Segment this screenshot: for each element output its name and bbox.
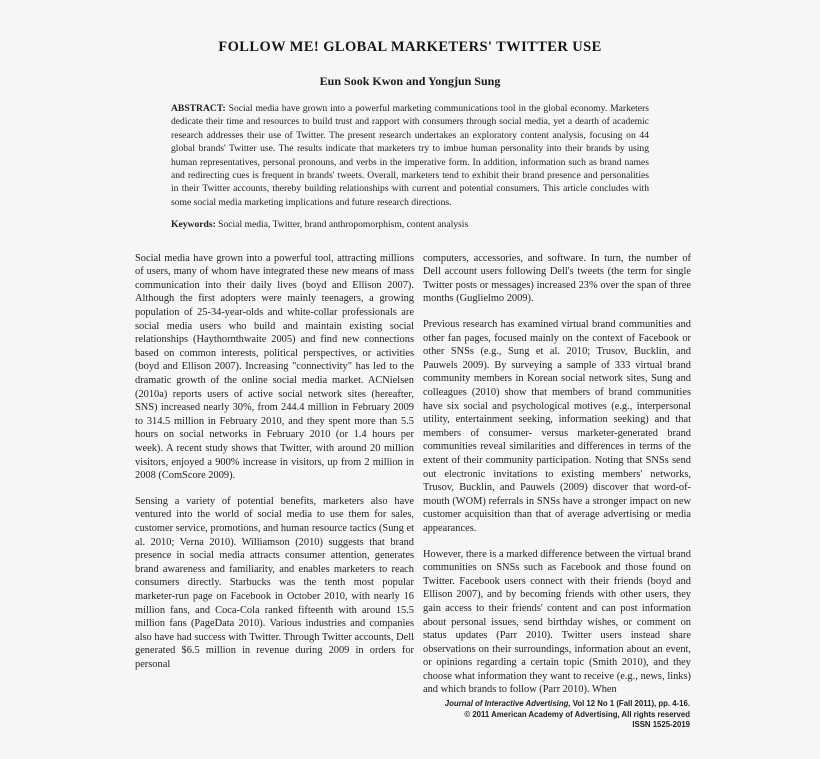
body-paragraph: Social media have grown into a powerful tool, attracting millions of users, many of whom have integrated these new means of mass communication into their daily lives (boyd and Ellison 2007). Although the first adopters were mainly teenagers, a growing population of 25-34-year-olds and white-collar professionals are social media users who build and maintain existing social relationships (Haythornthwaite 2005) and find new connections based on common interests, political perspectives, or activities (boyd and Ellison 2007). Increasing "connectivity" has led to the dramatic growth of the online social media market. ACNielsen (2010a) reports users of active social network sites (hereafter, SNS) increased nearly 30%, from 244.4 million in February 2009 to 314.5 million in February 2010, and they spent more than 5.5 hours on social networks in February 2010 (or 1.4 hours per week). A recent study shows that Twitter, with around 20 million visitors, enjoyed a 900% increase in visitors, up from 2 million in 2008 (ComScore 2009). <box>135 252 414 482</box>
journal-citation <box>445 699 690 710</box>
keywords-section <box>171 218 649 231</box>
keywords-label: Keywords: <box>171 219 216 231</box>
body-paragraph: computers, accessories, and software. In turn, the number of Dell account users following Dell's tweets (the term for single Twitter posts or messages) increased 23% over the span of three months (Guglielmo 2009). <box>423 252 691 305</box>
right-column <box>423 252 691 697</box>
keywords-text: Social media, Twitter, brand anthropomorphism, content analysis <box>215 219 469 231</box>
abstract-label: ABSTRACT: <box>171 103 226 114</box>
body-paragraph: Previous research has examined virtual brand communities and other fan pages, focused mainly on the context of Facebook or other SNSs (e.g., Sung et al. 2010; Trusov, Bucklin, and Pauwels 2009). By surveying a sample of 333 virtual brand community members in Korean social network sites, Sung and colleagues (2010) show that members of brand communities have six social and psychological motives (e.g., interpersonal utility, entertainment seeking, information seeking) and that members of consumer- versus marketer-generated brand communities reveal similarities and differences in terms of the extent of their community participation. Noting that SNSs send out electronic invitations to existing members' networks, Trusov, Bucklin, and Pauwels (2009) discover that word-of-mouth (WOM) referrals in SNSs have a stronger impact on new customer acquisition than that of average advertising or media appearances. <box>423 319 691 534</box>
abstract-section <box>171 102 649 209</box>
body-paragraph: Sensing a variety of potential benefits, marketers also have ventured into the world of social media to use them for sales, customer service, promotions, and human resource tactics (Sung et al. 2010; Verna 2010). Williamson (2010) suggests that brand presence in social media attracts consumer attention, generates brand awareness and familiarity, and enables marketers to reach consumers directly. Starbucks was the tenth most popular marketer-run page on Facebook in October 2010, with nearly 16 million fans, and Coca-Cola ranked fifteenth with around 15.5 million fans (PageData 2010). Various industries and companies also have had success with Twitter. Through Twitter accounts, Dell generated $6.5 million in revenue during 2009 in orders for personal <box>135 495 414 670</box>
paper-footer <box>445 699 690 731</box>
journal-name: Journal of Interactive Advertising, <box>444 699 571 709</box>
copyright-line: © 2011 American Academy of Advertising, All rights reserved <box>464 709 690 719</box>
paper-title: FOLLOW ME! GLOBAL MARKETERS' TWITTER USE <box>218 39 602 55</box>
body-paragraph: However, there is a marked difference between the virtual brand communities on SNSs such as Facebook and those found on Twitter. Facebook users connect with their friends (boyd and Ellison 2007), and by becoming friends with other users, they gain access to their friends' content and can post information about personal issues, send birthday wishes, or comment on status updates (Parr 2010). Twitter users instead share observations on their surroundings, information about an event, or opinions regarding a certain topic (Smith 2010), and they choose what information they want to receive (e.g., news, links) and which brands to follow (Parr 2010). When <box>423 548 691 696</box>
left-column <box>135 252 414 697</box>
issn-line: ISSN 1525-2019 <box>632 720 690 730</box>
body-columns <box>135 252 820 697</box>
citation-volume: Vol 12 No 1 (Fall 2011), pp. 4-16. <box>570 699 690 709</box>
paper-authors: Eun Sook Kwon and Yongjun Sung <box>319 74 501 88</box>
abstract-text: Social media have grown into a powerful marketing communications tool in the global economy. Marketers dedicate their time and resources to build trust and rapport with consumers through social media, yet a dearth of academic research addresses their use of Twitter. The present research undertakes an exploratory content analysis, focusing on 44 global brands' Twitter use. The results indicate that marketers try to imbue human personality into their brands by using human representatives, personal pronouns, and verbs in the imperative form. In addition, information such as brand names and redirecting cues is frequent in brands' tweets. Overall, marketers tend to exhibit their brand presence and personalities in their Twitter accounts, thereby building relationships with current and potential consumers. This article concludes with some social media marketing implications and future research directions. <box>171 103 649 208</box>
